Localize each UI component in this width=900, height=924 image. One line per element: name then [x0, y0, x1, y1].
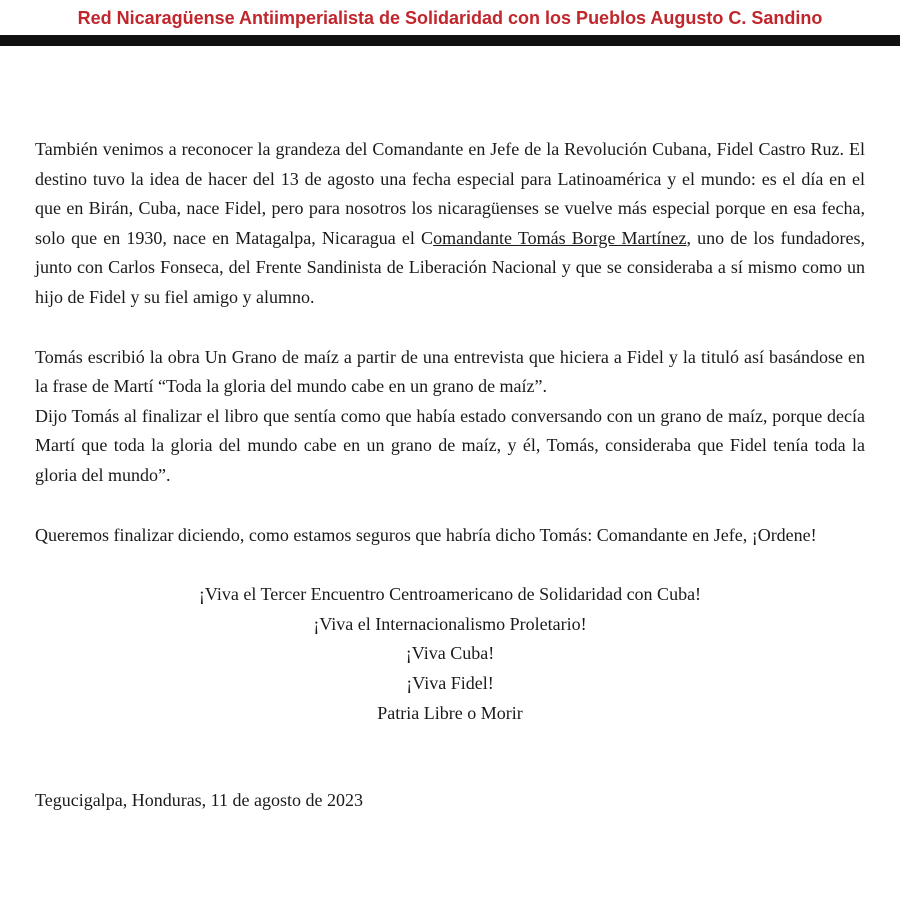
paragraph-spacer: [35, 313, 865, 343]
tomas-borge-link[interactable]: omandante Tomás Borge Martínez: [433, 227, 687, 248]
paragraph-text: También venimos a reconocer la grandeza del Comandante en Jefe de la Revolución Cubana, Fidel Castro Ruz. El destino tuvo la idea de hacer del 13 de agosto una fecha especial para Latinoamérica y el mundo: es el día en el que en Birán, Cuba, nace Fidel, pero para nosotros los nicaragüenses se vuelve más especial porque en esa fecha, solo que en 1930, nace en Matagalpa, Nicaragua el C: [35, 139, 865, 248]
paragraph-spacer: [35, 728, 865, 786]
page-header: [0, 0, 900, 40]
paragraph-spacer: [35, 491, 865, 521]
document-body: [35, 135, 865, 816]
slogan-line: ¡Viva Cuba!: [405, 643, 495, 664]
slogan-line: ¡Viva el Tercer Encuentro Centroamericano de Solidaridad con Cuba!: [198, 584, 702, 605]
signature-place-date: Tegucigalpa, Honduras, 11 de agosto de 2023: [35, 790, 363, 811]
slogan-line: ¡Viva el Internacionalismo Proletario!: [313, 613, 587, 634]
header-title: Red Nicaragüense Antiimperialista de Solidaridad con los Pueblos Augusto C. Sandino: [77, 8, 823, 28]
slogan-line: Patria Libre o Morir: [377, 702, 523, 723]
paragraph-spacer: [35, 550, 865, 580]
paragraph-grano-de-maiz: Tomás escribió la obra Un Grano de maíz a partir de una entrevista que hiciera a Fidel y la tituló así basándose en la frase de Martí “Toda la gloria del mundo cabe en un grano de maíz”.: [35, 346, 865, 397]
paragraph-fidel-tomas: [35, 135, 865, 313]
paragraph-dijo-tomas: Dijo Tomás al finalizar el libro que sentía como que había estado conversando con un grano de maíz, porque decía Martí que toda la gloria del mundo cabe en un grano de maíz, y él, Tomás, consideraba que Fidel tenía toda la gloria del mundo”.: [35, 405, 865, 485]
paragraph-ordene: Queremos finalizar diciendo, como estamos seguros que habría dicho Tomás: Comandante en Jefe, ¡Ordene!: [35, 524, 817, 545]
slogan-line: ¡Viva Fidel!: [406, 672, 494, 693]
header-divider-bar: [0, 35, 900, 46]
paragraph-text: , uno de los fundadores, junto con Carlos Fonseca, del Frente Sandinista de Liberación Nacional y que se consideraba a sí mismo como un hijo de Fidel y su fiel amigo y alumno.: [35, 227, 866, 307]
